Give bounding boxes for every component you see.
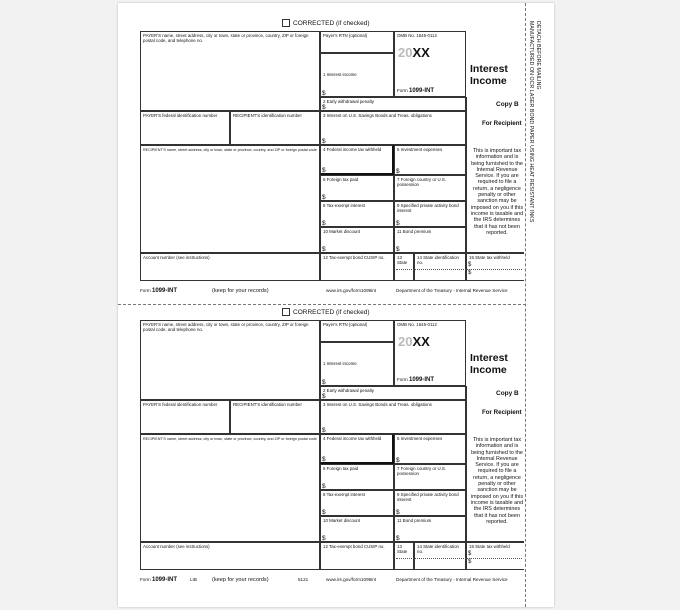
form-word: Form (397, 377, 408, 382)
form-word: Form (397, 88, 408, 93)
important-notice: This is important tax information and is being furnished to the Internal Revenue Service. If you are required to file a return, a negligence penalty or other sanction may be imposed on you if this income is taxable and the IRS determines that it has not been reported. (470, 437, 524, 525)
box4[interactable] (320, 434, 394, 464)
form-sheet (118, 3, 554, 607)
box13-label: 13 State (397, 544, 408, 554)
side-text (527, 21, 541, 222)
box2-label: 2 Early withdrawal penalty (323, 99, 375, 104)
box5[interactable] (394, 145, 466, 175)
account-label: Account number (see instructions) (143, 544, 210, 549)
omb-number: OMB No. 1545-0112 (397, 33, 437, 38)
box1[interactable] (320, 53, 394, 97)
box6-label: 6 Foreign tax paid (323, 466, 359, 471)
box12[interactable] (320, 542, 394, 570)
omb-number: OMB No. 1545-0112 (397, 322, 437, 327)
dollar-sign: $ (322, 194, 326, 201)
dollar-sign: $ (322, 509, 326, 516)
account-box[interactable] (140, 542, 320, 570)
payer-name-box[interactable] (140, 31, 320, 111)
copy-b: Copy B (496, 101, 519, 108)
rtn-box[interactable] (320, 320, 394, 342)
box1[interactable] (320, 342, 394, 386)
footer-dept: Department of the Treasury - Internal Revenue Service (396, 288, 508, 293)
dollar-sign: $ (322, 456, 326, 463)
recipient-tin-label: RECIPIENT'S identification number (233, 402, 302, 407)
tax-year (398, 334, 430, 349)
footer-form-word: Form (140, 288, 151, 293)
box6[interactable] (320, 464, 394, 490)
box11[interactable] (394, 227, 466, 253)
box10-label: 10 Market discount (323, 518, 361, 523)
box9[interactable] (394, 490, 466, 516)
dollar-sign: $ (322, 393, 326, 400)
box1-label: 1 Interest income (323, 72, 357, 77)
dollar-sign: $ (396, 168, 400, 175)
dollar-sign: $ (322, 427, 326, 434)
footer-form-number: 1099-INT (152, 577, 178, 583)
box8[interactable] (320, 201, 394, 227)
dollar-sign: $ (322, 535, 326, 542)
dollar-sign: $ (468, 559, 472, 565)
checkbox-icon[interactable] (282, 308, 290, 316)
box2[interactable] (320, 386, 466, 400)
detach-text: DETACH BEFORE MAILING (535, 21, 541, 90)
copy-b: Copy B (496, 390, 519, 397)
rtn-box[interactable] (320, 31, 394, 53)
payer-name-label: PAYER'S name, street address, city or town, state or province, country, ZIP or foreign postal code, and telephone no. (143, 33, 309, 43)
perforation-line (118, 304, 526, 305)
box14[interactable] (414, 253, 466, 281)
box2-label: 2 Early withdrawal penalty (323, 388, 375, 393)
manufactured-text: MANUFACTURED ON OCR LASER BOND PAPER USING HEAT RESISTANT INKS (528, 21, 534, 223)
box3-label: 3 Interest on U.S. Savings Bonds and Treas. obligations (323, 113, 432, 118)
dollar-sign: $ (322, 220, 326, 227)
form-number: 1099-INT (409, 88, 435, 94)
box15[interactable] (466, 542, 524, 570)
side-strip (525, 3, 550, 607)
dollar-sign: $ (322, 483, 326, 490)
recipient-tin-box[interactable] (230, 400, 320, 434)
form-number: 1099-INT (409, 377, 435, 383)
form-id (397, 377, 434, 383)
dollar-sign: $ (468, 270, 472, 276)
dollar-sign: $ (396, 246, 400, 253)
corrected-label: CORRECTED (if checked) (293, 19, 370, 27)
form-1099-int-bottom (140, 308, 524, 588)
rtn-label: Payer's RTN (optional) (323, 322, 368, 327)
recipient-name-label: RECIPIENT'S name, street address, city or town, state or province, country, and ZIP or foreign postal code (143, 437, 317, 441)
box5[interactable] (394, 434, 466, 464)
box4[interactable] (320, 145, 394, 175)
box6[interactable] (320, 175, 394, 201)
footer-form-word: Form (140, 577, 151, 582)
year-prefix: 20 (398, 334, 413, 349)
box15-label: 15 State tax withheld (469, 255, 510, 260)
dollar-sign: $ (322, 104, 326, 111)
box13-label: 13 State (397, 255, 408, 265)
dollar-sign: $ (322, 138, 326, 145)
dollar-sign: $ (468, 262, 472, 268)
footer-form-id (140, 577, 177, 583)
payer-tin-box[interactable] (140, 111, 230, 145)
box4-label: 4 Federal income tax withheld (323, 147, 382, 152)
box8[interactable] (320, 490, 394, 516)
payer-tin-label: PAYER'S federal identification number (143, 113, 218, 118)
dollar-sign: $ (322, 379, 326, 386)
box8-label: 8 Tax-exempt interest (323, 492, 365, 497)
box14[interactable] (414, 542, 466, 570)
box14-label: 14 State identification no. (417, 255, 459, 265)
for-recipient: For Recipient (482, 409, 522, 416)
form-title: Interest Income (470, 63, 508, 87)
recipient-tin-box[interactable] (230, 111, 320, 145)
box9[interactable] (394, 201, 466, 227)
footer-keep: (keep for your records) (212, 288, 269, 294)
box1-label: 1 Interest income (323, 361, 357, 366)
payer-name-label: PAYER'S name, street address, city or town, state or province, country, ZIP or foreign postal code, and telephone no. (143, 322, 309, 332)
box14-label: 14 State identification no. (417, 544, 459, 554)
year-suffix: XX (412, 45, 430, 60)
box11[interactable] (394, 516, 466, 542)
important-notice: This is important tax information and is being furnished to the Internal Revenue Service. If you are required to file a return, a negligence penalty or other sanction may be imposed on you if this income is taxable and the IRS determines that it has not been reported. (470, 148, 524, 236)
form-1099-int-top (140, 19, 524, 299)
box10[interactable] (320, 227, 394, 253)
dollar-sign: $ (396, 457, 400, 464)
footer-form-number: 1099-INT (152, 288, 178, 294)
box7-label: 7 Foreign country or U.S. possession (397, 466, 447, 476)
box7[interactable] (394, 464, 466, 490)
box15[interactable] (466, 253, 524, 281)
form-title: Interest Income (470, 352, 508, 376)
box13[interactable] (394, 542, 414, 570)
box13[interactable] (394, 253, 414, 281)
recipient-name-box[interactable] (140, 145, 320, 253)
box11-label: 11 Bond premium (397, 229, 432, 234)
tax-year (398, 45, 430, 60)
dollar-sign: $ (322, 246, 326, 253)
box3[interactable] (320, 111, 466, 145)
dollar-sign: $ (468, 551, 472, 557)
box12[interactable] (320, 253, 394, 281)
dollar-sign: $ (396, 535, 400, 542)
box7-label: 7 Foreign country or U.S. possession (397, 177, 447, 187)
box10-label: 10 Market discount (323, 229, 361, 234)
footer-code: 5121 (298, 577, 309, 582)
box12-label: 12 Tax-exempt bond CUSIP no. (323, 255, 385, 260)
checkbox-icon[interactable] (282, 19, 290, 27)
corrected-checkbox[interactable] (282, 19, 370, 27)
state-divider (396, 269, 522, 270)
omb-box (394, 31, 466, 97)
box12-label: 12 Tax-exempt bond CUSIP no. (323, 544, 385, 549)
dollar-sign: $ (396, 220, 400, 227)
box3[interactable] (320, 400, 466, 434)
payer-name-box[interactable] (140, 320, 320, 400)
footer-form-id (140, 288, 177, 294)
recipient-name-label: RECIPIENT'S name, street address, city or town, state or province, country, and ZIP or foreign postal code (143, 148, 317, 152)
box3-label: 3 Interest on U.S. Savings Bonds and Treas. obligations (323, 402, 432, 407)
account-label: Account number (see instructions) (143, 255, 210, 260)
omb-box (394, 320, 466, 386)
box8-label: 8 Tax-exempt interest (323, 203, 365, 208)
corrected-checkbox[interactable] (282, 308, 370, 316)
year-suffix: XX (412, 334, 430, 349)
box4-label: 4 Federal income tax withheld (323, 436, 382, 441)
corrected-label: CORRECTED (if checked) (293, 308, 370, 316)
dollar-sign: $ (396, 509, 400, 516)
box6-label: 6 Foreign tax paid (323, 177, 359, 182)
box7[interactable] (394, 175, 466, 201)
account-box[interactable] (140, 253, 320, 281)
dollar-sign: $ (322, 90, 326, 97)
form-id (397, 88, 434, 94)
box11-label: 11 Bond premium (397, 518, 432, 523)
dollar-sign: $ (322, 167, 326, 174)
rtn-label: Payer's RTN (optional) (323, 33, 368, 38)
footer-dept: Department of the Treasury - Internal Revenue Service (396, 577, 508, 582)
box2[interactable] (320, 97, 466, 111)
recipient-name-box[interactable] (140, 434, 320, 542)
recipient-tin-label: RECIPIENT'S identification number (233, 113, 302, 118)
box5-label: 5 Investment expenses (397, 147, 443, 152)
box9-label: 9 Specified private activity bond interest (397, 203, 459, 213)
footer-url[interactable]: www.irs.gov/form1099int (326, 288, 377, 293)
payer-tin-box[interactable] (140, 400, 230, 434)
footer-keep: (keep for your records) (212, 577, 269, 583)
for-recipient: For Recipient (482, 120, 522, 127)
year-prefix: 20 (398, 45, 413, 60)
box9-label: 9 Specified private activity bond interest (397, 492, 459, 502)
box5-label: 5 Investment expenses (397, 436, 443, 441)
box10[interactable] (320, 516, 394, 542)
box15-label: 15 State tax withheld (469, 544, 510, 549)
footer-lib: LIB (190, 577, 197, 582)
payer-tin-label: PAYER'S federal identification number (143, 402, 218, 407)
state-divider (396, 558, 522, 559)
footer-url[interactable]: www.irs.gov/form1099int (326, 577, 377, 582)
